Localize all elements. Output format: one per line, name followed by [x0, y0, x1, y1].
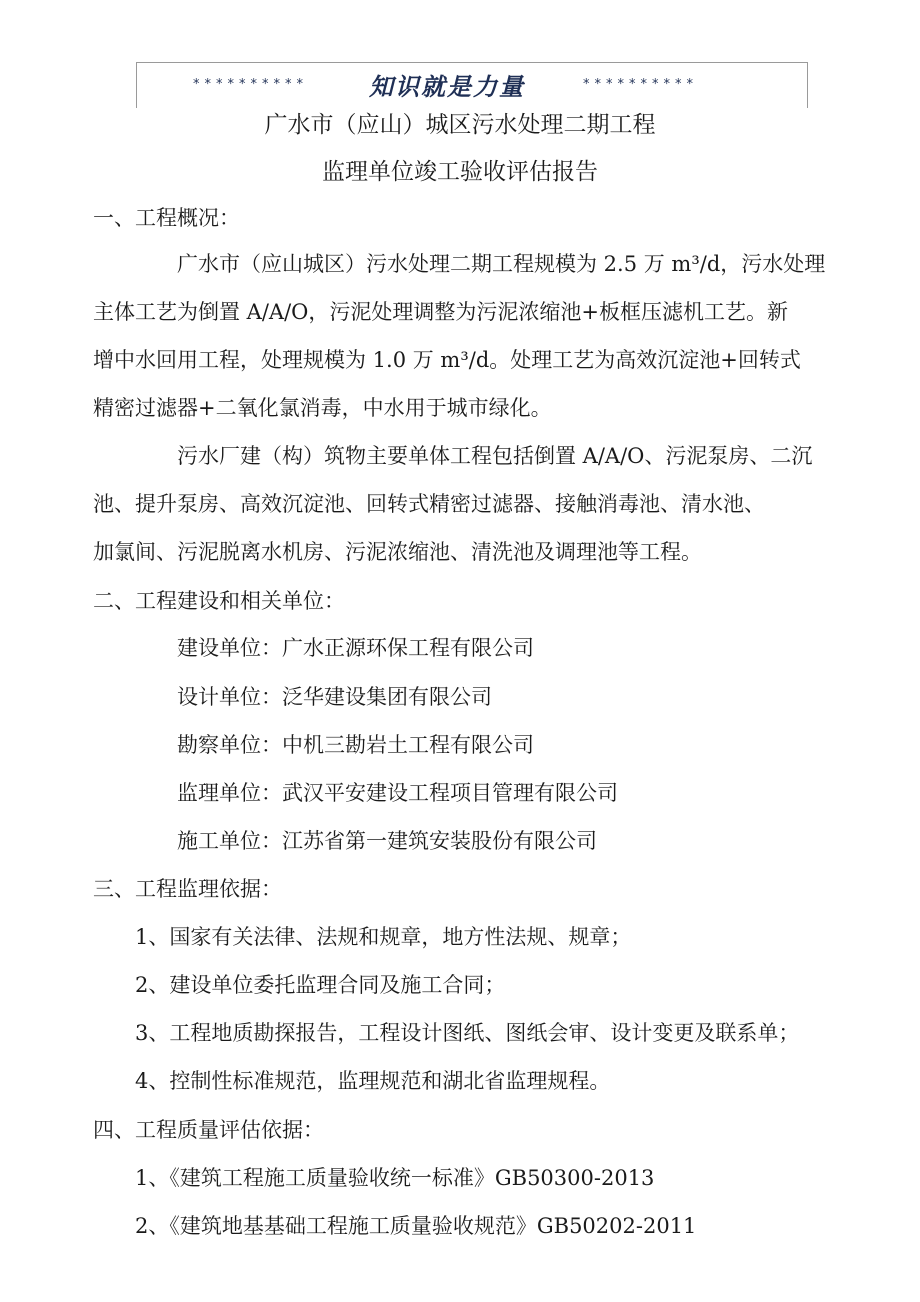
basis-item: 2、建设单位委托监理合同及施工合同； — [135, 973, 506, 997]
section1-heading: 一、工程概况： — [93, 206, 240, 230]
basis-item: 4、控制性标准规范，监理规范和湖北省监理规程。 — [135, 1069, 611, 1093]
section2-heading: 二、工程建设和相关单位： — [93, 589, 345, 613]
header-banner — [136, 62, 808, 108]
section1-para1-line: 广水市（应山城区）污水处理二期工程规模为 2.5 万 m³/d，污水处理 — [177, 252, 826, 276]
section1-para2-line: 加氯间、污泥脱离水机房、污泥浓缩池、清洗池及调理池等工程。 — [93, 540, 702, 564]
banner-stars-right: ********** — [583, 77, 698, 92]
unit-item: 勘察单位：中机三勘岩土工程有限公司 — [177, 733, 534, 757]
section1-para1-line: 精密过滤器+二氧化氯消毒，中水用于城市绿化。 — [93, 396, 552, 420]
unit-item: 监理单位：武汉平安建设工程项目管理有限公司 — [177, 781, 618, 805]
unit-item: 建设单位：广水正源环保工程有限公司 — [177, 636, 534, 660]
basis-item: 3、工程地质勘探报告，工程设计图纸、图纸会审、设计变更及联系单； — [135, 1021, 800, 1045]
section3-heading: 三、工程监理依据： — [93, 877, 282, 901]
basis-item: 1、国家有关法律、法规和规章，地方性法规、规章； — [135, 925, 632, 949]
banner-stars-left: ********** — [193, 77, 308, 92]
section1-para2-line: 池、提升泵房、高效沉淀池、回转式精密过滤器、接触消毒池、清水池、 — [93, 492, 765, 516]
document-title-line1: 广水市（应山）城区污水处理二期工程 — [264, 112, 656, 138]
standard-item: 2、《建筑地基基础工程施工质量验收规范》GB50202-2011 — [135, 1214, 697, 1238]
section1-para2-line: 污水厂建（构）筑物主要单体工程包括倒置 A/A/O、污泥泵房、二沉 — [177, 444, 813, 468]
section1-para1-line: 主体工艺为倒置 A/A/O，污泥处理调整为污泥浓缩池+板框压滤机工艺。新 — [93, 300, 788, 324]
banner-slogan: 知识就是力量 — [369, 73, 525, 101]
section1-para1-line: 增中水回用工程，处理规模为 1.0 万 m³/d。处理工艺为高效沉淀池+回转式 — [93, 348, 801, 372]
standard-item: 1、《建筑工程施工质量验收统一标准》GB50300-2013 — [135, 1166, 655, 1190]
section4-heading: 四、工程质量评估依据： — [93, 1118, 324, 1142]
unit-item: 设计单位：泛华建设集团有限公司 — [177, 685, 492, 709]
unit-item: 施工单位：江苏省第一建筑安装股份有限公司 — [177, 829, 597, 853]
document-title-line2: 监理单位竣工验收评估报告 — [322, 159, 598, 185]
